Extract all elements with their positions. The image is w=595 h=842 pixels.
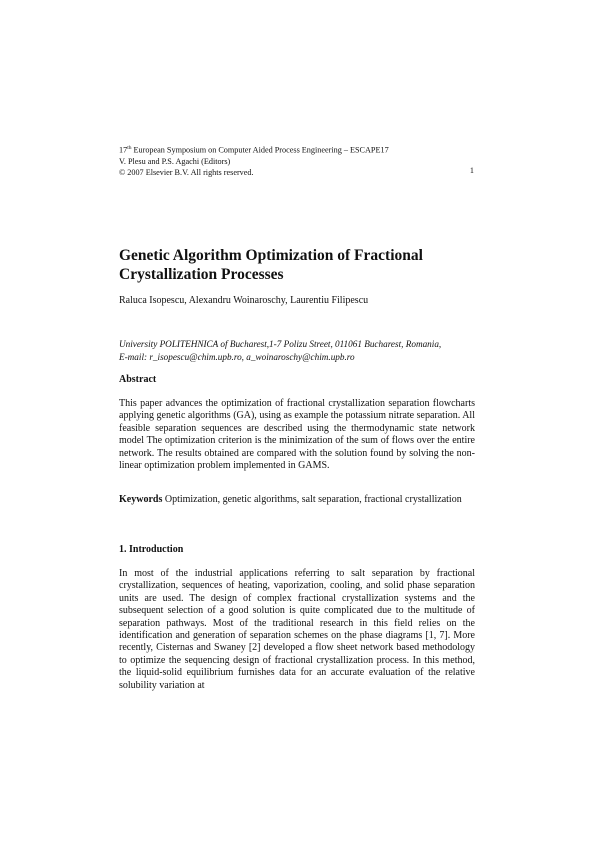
affiliation-address: University POLITEHNICA of Bucharest,1-7 Polizu Street, 011061 Bucharest, Romania,: [119, 339, 442, 349]
conference-number: 17: [119, 145, 128, 155]
introduction-text: In most of the industrial applications referring to salt separation by fractional crystallization, sequences of heating, vaporization, cooling, and solid phase separation units are used. The design of complex fractional crystallization systems and the subsequent selection of a good solution is quite complicated due to the multitude of separation pathways. Most of the traditional research in this field relies on the identification and generation of separation schemes on the phase diagrams [1, 7]. More recently, Cisternas and Swaney [2] developed a flow sheet network based methodology to optimize the sequencing design of fractional crystallization process. In this method, the liquid-solid equilibrium furnishes data for an accurate evaluation of the relative solubility variation at: [119, 568, 475, 691]
author-list: Raluca Isopescu, Alexandru Woinaroschy, Laurentiu Filipescu: [119, 295, 369, 306]
affiliation-email: E-mail: r_isopescu@chim.upb.ro, a_woinaroschy@chim.upb.ro: [119, 351, 355, 362]
keywords-text: Optimization, genetic algorithms, salt separation, fractional crystallization: [162, 494, 462, 505]
abstract-text: This paper advances the optimization of fractional crystallization separation flowcharts applying genetic algorithms (GA), using as example the potassium nitrate separation. All feasible separation sequences are described using the thermodynamic state network model The optimization criterion is the minimization of the sum of flows over the entire network. The results obtained are compared with the solution found by solving the non-linear optimization problem implemented in GAMS.: [119, 398, 475, 472]
conference-text: European Symposium on Computer Aided Process Engineering – ESCAPE17: [131, 145, 389, 155]
running-header: [119, 143, 474, 178]
paper-title: Genetic Algorithm Optimization of Fractional Crystallization Processes: [119, 247, 423, 283]
affiliation: [119, 338, 475, 363]
keywords-paragraph: [119, 494, 475, 506]
section-heading-introduction: 1. Introduction: [119, 544, 184, 555]
copyright-line: © 2007 Elsevier B.V. All rights reserved.: [119, 167, 254, 177]
page-number: 1: [469, 166, 474, 175]
keywords-label: Keywords: [119, 494, 163, 505]
abstract-heading: Abstract: [119, 374, 157, 385]
conference-suffix: th: [127, 145, 132, 151]
editors-line: V. Plesu and P.S. Agachi (Editors): [119, 156, 231, 166]
conference-line: [119, 143, 474, 156]
